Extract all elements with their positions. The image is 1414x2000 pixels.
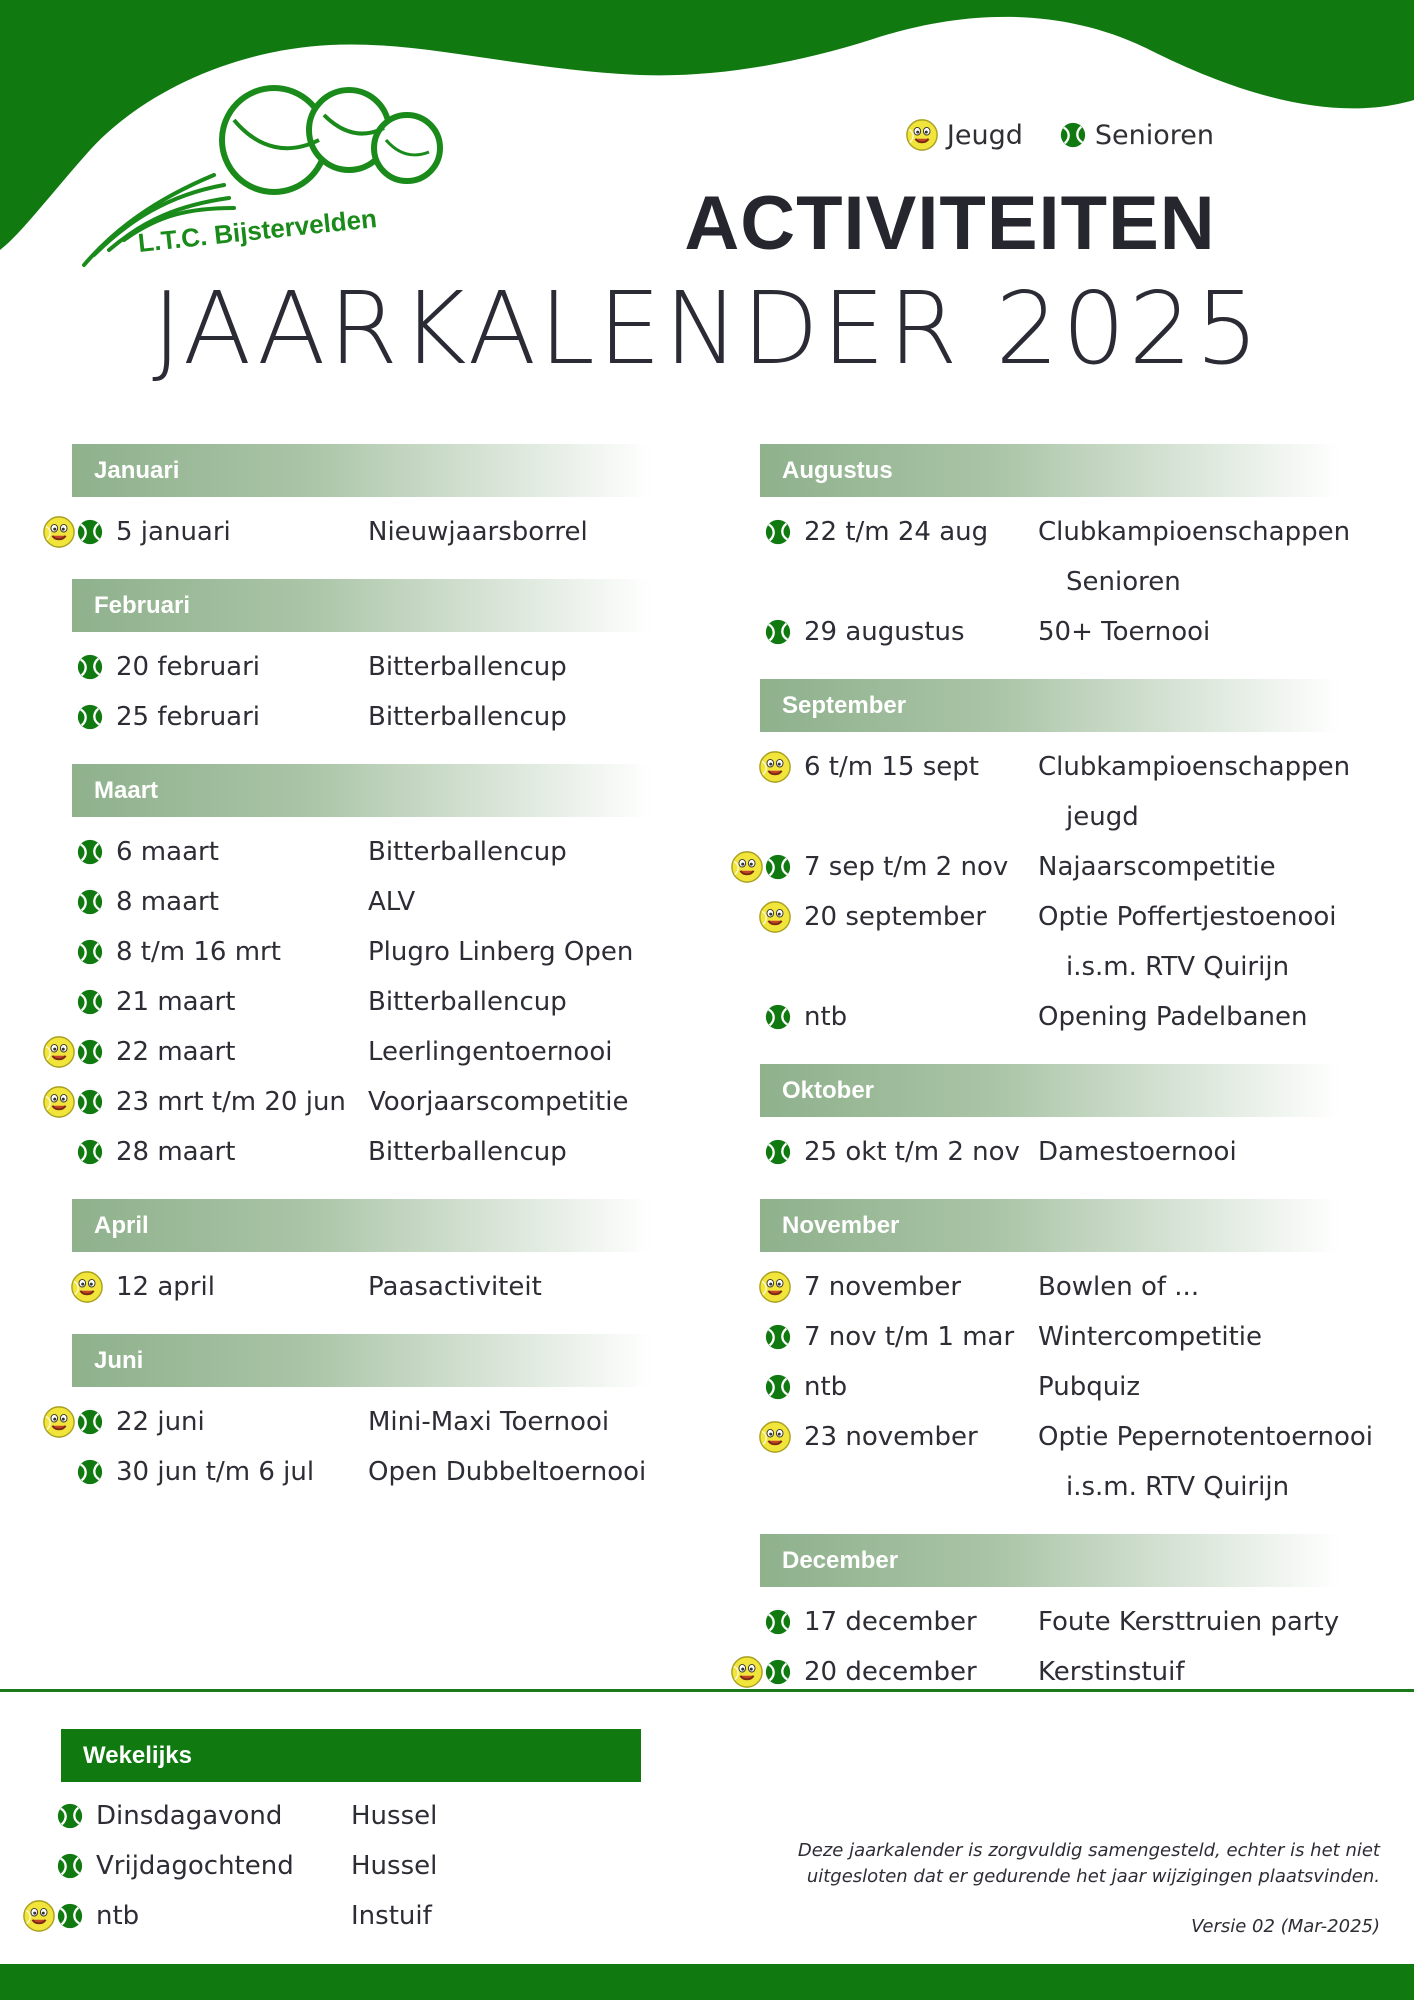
tennis-ball-icon xyxy=(76,653,104,681)
event-row xyxy=(724,1127,1404,1177)
event-row xyxy=(724,1412,1404,1512)
footer-bar xyxy=(0,1964,1414,2000)
event-row xyxy=(36,977,676,1027)
event-activity xyxy=(368,927,633,977)
month-header: April xyxy=(72,1199,652,1252)
smiley-ball-icon xyxy=(70,1270,104,1304)
tennis-ball-icon xyxy=(1059,121,1087,149)
event-activity xyxy=(368,642,567,692)
event-date: 8 t/m 16 mrt xyxy=(116,937,281,967)
event-activity-text: Bitterballencup xyxy=(368,1137,567,1167)
tennis-ball-icon xyxy=(76,838,104,866)
event-activity xyxy=(1038,892,1336,992)
event-activity xyxy=(368,1447,646,1497)
event-activity xyxy=(368,977,567,1027)
event-row xyxy=(36,1397,676,1447)
month-section-september xyxy=(724,679,1404,1042)
month-section-maart xyxy=(36,764,676,1177)
month-header: Januari xyxy=(72,444,652,497)
event-date: 6 t/m 15 sept xyxy=(804,752,979,782)
month-section-augustus xyxy=(724,444,1404,657)
event-icons xyxy=(36,877,116,927)
event-date: 20 september xyxy=(804,902,987,932)
smiley-ball-icon xyxy=(42,1085,76,1119)
legend-label-senioren: Senioren xyxy=(1094,119,1214,151)
tennis-ball-icon xyxy=(1059,121,1087,149)
event-activity xyxy=(368,1077,628,1127)
event-row xyxy=(724,1362,1404,1412)
tennis-ball-icon xyxy=(76,1038,104,1066)
event-row xyxy=(36,642,676,692)
left-calendar-column xyxy=(36,444,676,1519)
tennis-ball-icon xyxy=(764,618,792,646)
tennis-ball-icon xyxy=(764,518,792,546)
event-date: 17 december xyxy=(804,1607,977,1637)
tennis-ball-icon xyxy=(76,1088,104,1116)
event-activity-text: Instuif xyxy=(351,1901,432,1931)
event-icons xyxy=(36,1262,116,1312)
tennis-ball-icon xyxy=(764,853,792,881)
event-date: ntb xyxy=(96,1901,140,1931)
event-activity-subtext: jeugd xyxy=(1066,802,1139,832)
smiley-ball-icon xyxy=(905,118,939,152)
event-date: 8 maart xyxy=(116,887,219,917)
event-activity-text: Bitterballencup xyxy=(368,837,567,867)
event-activity-text: Optie Pepernotentoernooi xyxy=(1038,1422,1374,1452)
event-activity-text: Open Dubbeltoernooi xyxy=(368,1457,647,1487)
event-icons xyxy=(36,507,116,557)
event-row xyxy=(724,1312,1404,1362)
event-activity-text: Mini-Maxi Toernooi xyxy=(368,1407,610,1437)
tennis-ball-icon xyxy=(764,1373,792,1401)
event-date: 25 februari xyxy=(116,702,261,732)
month-header: September xyxy=(760,679,1340,732)
legend-item-jeugd xyxy=(905,118,1023,152)
disclaimer-line-2: uitgesloten dat er gedurende het jaar wijzigingen plaatsvinden. xyxy=(806,1866,1380,1887)
event-date: 23 mrt t/m 20 jun xyxy=(116,1087,346,1117)
event-activity-text: Bowlen of ... xyxy=(1038,1272,1200,1302)
event-activity xyxy=(351,1841,437,1891)
smiley-ball-icon xyxy=(758,750,792,784)
event-icons xyxy=(36,977,116,1027)
event-row xyxy=(724,992,1404,1042)
event-activity xyxy=(368,1127,567,1177)
event-date: 28 maart xyxy=(116,1137,236,1167)
event-row xyxy=(36,1262,676,1312)
event-activity xyxy=(1038,507,1350,607)
event-row xyxy=(36,507,676,557)
event-icons xyxy=(724,1412,804,1462)
event-row xyxy=(724,507,1404,607)
event-row xyxy=(36,692,676,742)
event-date: 12 april xyxy=(116,1272,215,1302)
event-activity-text: Bitterballencup xyxy=(368,702,567,732)
event-icons xyxy=(20,1841,96,1891)
event-activity xyxy=(1038,1127,1237,1177)
month-section-februari xyxy=(36,579,676,742)
month-header: Maart xyxy=(72,764,652,817)
event-activity-subtext: i.s.m. RTV Quirijn xyxy=(1066,1472,1290,1502)
tennis-ball-icon xyxy=(76,1408,104,1436)
event-date: 23 november xyxy=(804,1422,978,1452)
month-section-januari xyxy=(36,444,676,557)
event-activity xyxy=(368,1397,609,1447)
event-icons xyxy=(724,1262,804,1312)
event-date: 5 januari xyxy=(116,517,231,547)
event-activity-subtext: Senioren xyxy=(1066,567,1181,597)
tennis-ball-icon xyxy=(76,703,104,731)
event-activity-text: Foute Kersttruien party xyxy=(1038,1607,1340,1637)
event-row xyxy=(36,927,676,977)
event-activity xyxy=(1038,1312,1262,1362)
event-icons xyxy=(724,1127,804,1177)
smiley-ball-icon xyxy=(758,1420,792,1454)
smiley-ball-icon xyxy=(42,1405,76,1439)
event-icons xyxy=(724,742,804,792)
smiley-ball-icon xyxy=(42,1035,76,1069)
event-icons xyxy=(36,827,116,877)
event-row xyxy=(36,827,676,877)
page-title: JAARKALENDER 2025 xyxy=(152,270,1262,387)
smiley-ball-icon xyxy=(730,1655,764,1689)
event-row xyxy=(36,1447,676,1497)
event-activity-text: Voorjaarscompetitie xyxy=(368,1087,629,1117)
tennis-ball-icon xyxy=(56,1802,84,1830)
event-activity-text: Bitterballencup xyxy=(368,652,567,682)
event-icons xyxy=(36,1127,116,1177)
footer-divider xyxy=(0,1689,1414,1692)
event-row xyxy=(724,1262,1404,1312)
event-icons xyxy=(36,692,116,742)
event-date: 7 sep t/m 2 nov xyxy=(804,852,1009,882)
event-icons xyxy=(36,1447,116,1497)
month-section-oktober xyxy=(724,1064,1404,1177)
event-activity xyxy=(1038,842,1276,892)
event-icons xyxy=(20,1791,96,1841)
month-header: Februari xyxy=(72,579,652,632)
legend-item-senioren xyxy=(1059,120,1214,151)
event-row xyxy=(20,1791,660,1841)
event-activity-text: Opening Padelbanen xyxy=(1038,1002,1308,1032)
event-date: Vrijdagochtend xyxy=(96,1851,294,1881)
event-icons xyxy=(36,927,116,977)
month-header: December xyxy=(760,1534,1340,1587)
event-icons xyxy=(724,507,804,557)
event-activity xyxy=(1038,1412,1373,1512)
tennis-ball-icon xyxy=(764,1003,792,1031)
smiley-ball-icon xyxy=(730,850,764,884)
event-date: ntb xyxy=(804,1002,848,1032)
event-activity-text: Plugro Linberg Open xyxy=(368,937,634,967)
month-header: Augustus xyxy=(760,444,1340,497)
smiley-ball-icon xyxy=(22,1899,56,1933)
event-icons xyxy=(724,1597,804,1647)
event-row xyxy=(36,1077,676,1127)
tennis-ball-icon xyxy=(56,1852,84,1880)
month-section-december xyxy=(724,1534,1404,1697)
event-row xyxy=(724,607,1404,657)
event-activity-text: Optie Poffertjestoenooi xyxy=(1038,902,1337,932)
event-activity-text: Hussel xyxy=(351,1851,438,1881)
event-row xyxy=(36,1027,676,1077)
weekly-header: Wekelijks xyxy=(61,1729,641,1782)
event-activity-text: Wintercompetitie xyxy=(1038,1322,1263,1352)
event-date: 25 okt t/m 2 nov xyxy=(804,1137,1020,1167)
event-row xyxy=(724,892,1404,992)
event-date: 7 nov t/m 1 mar xyxy=(804,1322,1015,1352)
event-row xyxy=(724,842,1404,892)
event-date: 30 jun t/m 6 jul xyxy=(116,1457,315,1487)
event-activity-text: ALV xyxy=(368,887,416,917)
tennis-ball-icon xyxy=(76,938,104,966)
event-row xyxy=(724,1597,1404,1647)
disclaimer-line-1: Deze jaarkalender is zorgvuldig samengesteld, echter is het niet xyxy=(797,1840,1380,1861)
event-row xyxy=(20,1841,660,1891)
page-subtitle: ACTIVITEITEN xyxy=(684,181,1216,266)
month-header: November xyxy=(760,1199,1340,1252)
legend-label-jeugd: Jeugd xyxy=(946,119,1023,151)
event-icons xyxy=(36,642,116,692)
version-label: Versie 02 (Mar-2025) xyxy=(1191,1916,1380,1937)
event-activity xyxy=(368,1262,542,1312)
smiley-ball-icon xyxy=(758,900,792,934)
tennis-ball-icon xyxy=(76,888,104,916)
event-date: Dinsdagavond xyxy=(96,1801,283,1831)
tennis-ball-icon xyxy=(764,1323,792,1351)
event-activity xyxy=(1038,1262,1199,1312)
event-date: 22 maart xyxy=(116,1037,236,1067)
event-date: ntb xyxy=(804,1372,848,1402)
tennis-ball-icon xyxy=(56,1902,84,1930)
legend xyxy=(905,118,1214,152)
event-activity-subtext: i.s.m. RTV Quirijn xyxy=(1066,952,1290,982)
event-activity-text: Damestoernooi xyxy=(1038,1137,1237,1167)
month-section-april xyxy=(36,1199,676,1312)
event-activity xyxy=(368,507,588,557)
event-activity-text: Najaarscompetitie xyxy=(1038,852,1276,882)
event-row xyxy=(20,1891,660,1941)
club-name: L.T.C. Bijstervelden xyxy=(136,203,379,258)
event-activity xyxy=(368,827,567,877)
smiley-ball-icon xyxy=(758,1270,792,1304)
event-icons xyxy=(724,992,804,1042)
event-icons xyxy=(36,1077,116,1127)
month-section-juni xyxy=(36,1334,676,1497)
event-date: 29 augustus xyxy=(804,617,965,647)
tennis-ball-icon xyxy=(764,1608,792,1636)
event-date: 22 t/m 24 aug xyxy=(804,517,989,547)
event-icons xyxy=(36,1397,116,1447)
disclaimer xyxy=(700,1838,1380,1890)
event-activity-text: Clubkampioenschappen xyxy=(1038,752,1351,782)
event-icons xyxy=(36,1027,116,1077)
right-calendar-column xyxy=(724,444,1404,1719)
event-date: 22 juni xyxy=(116,1407,205,1437)
event-icons xyxy=(724,1362,804,1412)
tennis-ball-icon xyxy=(76,988,104,1016)
club-logo xyxy=(74,80,464,270)
event-date: 20 februari xyxy=(116,652,261,682)
smiley-ball-icon xyxy=(905,118,939,152)
event-activity xyxy=(1038,607,1210,657)
event-activity-text: Nieuwjaarsborrel xyxy=(368,517,588,547)
month-header: Juni xyxy=(72,1334,652,1387)
event-icons xyxy=(724,892,804,942)
tennis-ball-icon xyxy=(76,518,104,546)
event-date: 7 november xyxy=(804,1272,962,1302)
event-activity-text: Pubquiz xyxy=(1038,1372,1141,1402)
event-activity xyxy=(351,1891,432,1941)
event-activity xyxy=(1038,1362,1140,1412)
event-icons xyxy=(724,1312,804,1362)
event-activity xyxy=(368,877,415,927)
event-activity xyxy=(368,692,567,742)
event-row xyxy=(36,1127,676,1177)
month-header: Oktober xyxy=(760,1064,1340,1117)
tennis-ball-icon xyxy=(764,1138,792,1166)
event-date: 20 december xyxy=(804,1657,977,1687)
event-row xyxy=(36,877,676,927)
event-icons xyxy=(724,607,804,657)
event-date: 21 maart xyxy=(116,987,236,1017)
tennis-ball-icon xyxy=(76,1458,104,1486)
event-icons xyxy=(20,1891,96,1941)
event-activity-text: Leerlingentoernooi xyxy=(368,1037,613,1067)
tennis-ball-icon xyxy=(76,1138,104,1166)
month-section-november xyxy=(724,1199,1404,1512)
event-activity-text: Bitterballencup xyxy=(368,987,567,1017)
event-date: 6 maart xyxy=(116,837,219,867)
smiley-ball-icon xyxy=(42,515,76,549)
weekly-list xyxy=(20,1791,660,1941)
event-activity xyxy=(1038,1597,1339,1647)
event-activity-text: Paasactiviteit xyxy=(368,1272,542,1302)
event-activity xyxy=(351,1791,437,1841)
event-activity xyxy=(1038,742,1350,842)
event-activity xyxy=(1038,992,1307,1042)
event-activity-text: Hussel xyxy=(351,1801,438,1831)
event-activity-text: Clubkampioenschappen xyxy=(1038,517,1351,547)
event-activity xyxy=(368,1027,612,1077)
event-row xyxy=(724,742,1404,842)
event-icons xyxy=(724,842,804,892)
event-activity-text: 50+ Toernooi xyxy=(1038,617,1211,647)
event-activity-text: Kerstinstuif xyxy=(1038,1657,1185,1687)
tennis-ball-icon xyxy=(764,1658,792,1686)
